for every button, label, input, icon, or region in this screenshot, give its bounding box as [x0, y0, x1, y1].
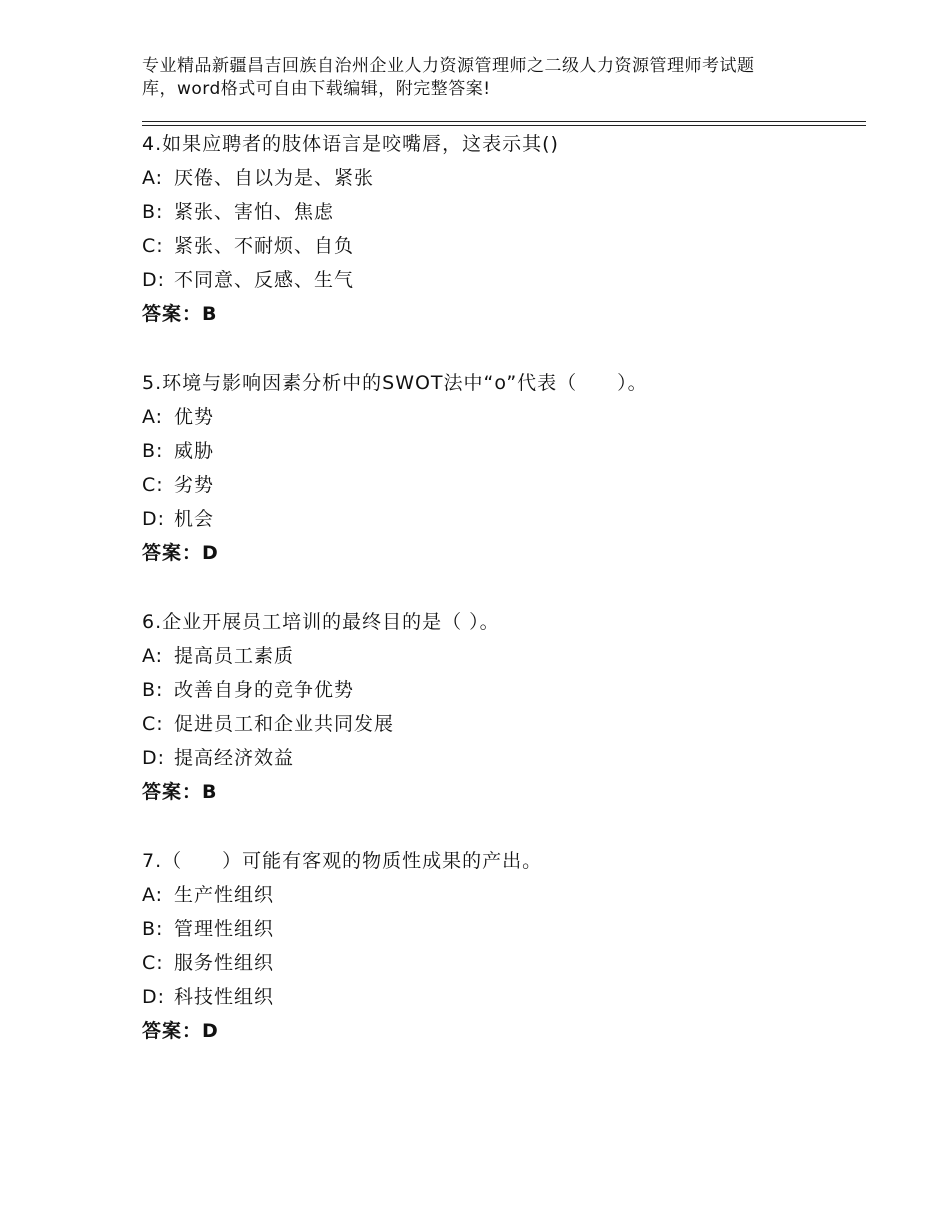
option-d [142, 980, 862, 1014]
option-d [142, 741, 862, 775]
option-text: 紧张、害怕、焦虑 [174, 201, 335, 223]
option-text: 提高经济效益 [174, 747, 295, 769]
option-text: 服务性组织 [174, 952, 275, 974]
option-text: 劣势 [174, 474, 215, 496]
question-stem: 7.（ ）可能有客观的物质性成果的产出。 [142, 850, 543, 872]
option-letter: C: [142, 235, 164, 257]
option-letter: B: [142, 918, 164, 940]
option-text: 生产性组织 [174, 884, 275, 906]
question-7 [142, 844, 862, 1048]
header-divider-top [142, 121, 866, 122]
option-c [142, 707, 862, 741]
answer-label: 答案：D [142, 1020, 219, 1042]
option-c [142, 229, 862, 263]
option-a [142, 639, 862, 673]
option-c [142, 946, 862, 980]
option-letter: B: [142, 679, 164, 701]
option-letter: A: [142, 884, 164, 906]
option-letter: D: [142, 986, 166, 1008]
option-letter: C: [142, 474, 164, 496]
option-a [142, 878, 862, 912]
option-text: 厌倦、自以为是、紧张 [174, 167, 375, 189]
option-letter: D: [142, 508, 166, 530]
option-text: 管理性组织 [174, 918, 275, 940]
option-letter: A: [142, 167, 164, 189]
option-letter: B: [142, 201, 164, 223]
option-b [142, 673, 862, 707]
option-d [142, 502, 862, 536]
question-4 [142, 127, 862, 331]
option-d [142, 263, 862, 297]
option-letter: D: [142, 747, 166, 769]
option-b [142, 434, 862, 468]
option-c [142, 468, 862, 502]
option-letter: C: [142, 713, 164, 735]
option-text: 威胁 [174, 440, 215, 462]
header-divider-bottom [142, 125, 866, 126]
question-5 [142, 366, 862, 570]
option-text: 科技性组织 [174, 986, 275, 1008]
question-6 [142, 605, 862, 809]
header-title-line-2: 库，word格式可自由下载编辑，附完整答案! [142, 79, 491, 99]
option-text: 机会 [174, 508, 215, 530]
header-title-line-1: 专业精品新疆昌吉回族自治州企业人力资源管理师之二级人力资源管理师考试题 [142, 56, 755, 76]
answer-label: 答案：D [142, 542, 219, 564]
option-letter: C: [142, 952, 164, 974]
option-b [142, 912, 862, 946]
option-text: 改善自身的竞争优势 [174, 679, 355, 701]
answer-label: 答案：B [142, 781, 218, 803]
option-letter: A: [142, 406, 164, 428]
option-letter: B: [142, 440, 164, 462]
option-text: 紧张、不耐烦、自负 [174, 235, 355, 257]
question-stem: 6.企业开展员工培训的最终目的是（ ）。 [142, 611, 500, 633]
option-a [142, 400, 862, 434]
option-letter: D: [142, 269, 166, 291]
option-a [142, 161, 862, 195]
option-text: 不同意、反感、生气 [174, 269, 355, 291]
option-text: 促进员工和企业共同发展 [174, 713, 395, 735]
question-stem: 5.环境与影响因素分析中的SWOT法中“o”代表（ ）。 [142, 372, 648, 394]
question-stem: 4.如果应聘者的肢体语言是咬嘴唇，这表示其() [142, 133, 559, 155]
document-header [142, 55, 862, 101]
option-letter: A: [142, 645, 164, 667]
option-text: 提高员工素质 [174, 645, 295, 667]
option-text: 优势 [174, 406, 215, 428]
answer-label: 答案：B [142, 303, 218, 325]
option-b [142, 195, 862, 229]
